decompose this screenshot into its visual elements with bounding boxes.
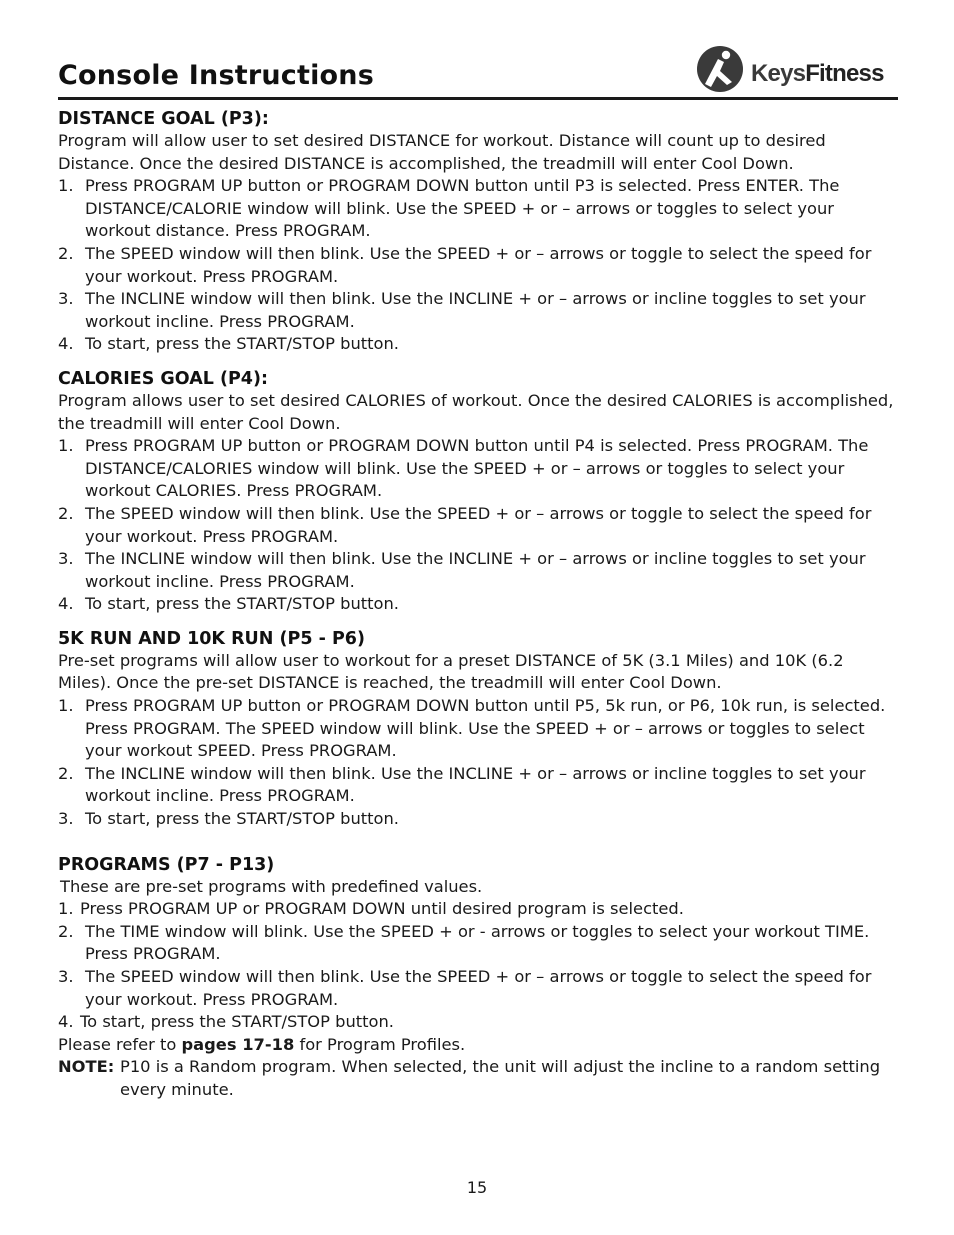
step-number: 2. <box>58 763 74 783</box>
list-item <box>58 175 900 243</box>
list-item <box>58 966 900 1011</box>
step-text: Press PROGRAM UP or PROGRAM DOWN until desired program is selected. <box>80 899 684 919</box>
step-text: The SPEED window will then blink. Use the SPEED + or – arrows or toggle to select the speed for your workout. Press PROGRAM. <box>85 503 872 546</box>
keys-fitness-logo <box>696 44 898 94</box>
distance-goal-heading: DISTANCE GOAL (P3): <box>58 109 269 129</box>
list-item <box>58 288 900 333</box>
run-5k-10k-heading: 5K RUN AND 10K RUN (P5 - P6) <box>58 628 365 649</box>
logo-word-fitness: Fitness <box>805 60 884 87</box>
page-header <box>58 40 898 100</box>
list-item <box>58 435 900 503</box>
page-number: 15 <box>466 1178 488 1197</box>
header-rule <box>58 97 898 100</box>
distance-goal-steps <box>58 175 900 356</box>
programs-steps <box>58 898 900 1034</box>
programs-intro: These are pre-set programs with predefined values. <box>60 876 483 896</box>
list-item <box>58 898 900 921</box>
step-number: 1. <box>58 899 74 919</box>
step-number: 3. <box>58 967 74 986</box>
calories-goal-intro: Program allows user to set desired CALORIES of workout. Once the desired CALORIES is accomplished, the treadmill will enter Cool Down. <box>58 390 894 433</box>
calories-goal-steps <box>58 435 900 616</box>
list-item <box>58 593 900 616</box>
run-5k-10k-intro: Pre-set programs will allow user to workout for a preset DISTANCE of 5K (3.1 Miles) and 10K (6.2 Miles). Once the pre-set DISTANCE is reached, the treadmill will enter Cool Down. <box>58 650 844 693</box>
list-item <box>58 1011 900 1034</box>
step-number: 2. <box>58 243 74 263</box>
step-number: 1. <box>58 436 74 456</box>
step-number: 4. <box>58 334 74 354</box>
step-text: To start, press the START/STOP button. <box>85 594 399 614</box>
list-item <box>58 921 900 966</box>
page-title: Console Instructions <box>58 60 374 91</box>
logo-wordmark <box>751 62 884 86</box>
note-text: P10 is a Random program. When selected, the unit will adjust the incline to a random setting every minute. <box>120 1057 881 1099</box>
list-item <box>58 763 900 808</box>
step-text: The INCLINE window will then blink. Use the INCLINE + or – arrows or incline toggles to set your workout incline. Press PROGRAM. <box>85 549 866 591</box>
list-item <box>58 503 900 548</box>
random-program-note <box>58 1056 900 1101</box>
list-item <box>58 548 900 593</box>
step-text: To start, press the START/STOP button. <box>85 334 399 354</box>
programs-section <box>58 854 900 1102</box>
step-number: 1. <box>58 176 74 196</box>
list-item <box>58 333 900 356</box>
logo-word-keys: Keys <box>751 60 806 87</box>
step-number: 4. <box>58 1012 74 1032</box>
step-text: The SPEED window will then blink. Use the SPEED + or – arrows or toggle to select the speed for your workout. Press PROGRAM. <box>85 243 872 286</box>
calories-goal-section <box>58 368 900 616</box>
step-text: Press PROGRAM UP button or PROGRAM DOWN button until P5, 5k run, or P6, 10k run, is selected. Press PROGRAM. The SPEED window will blink. Use the SPEED + or – arrows or toggles to select your workout SPEED. Press PROGRAM. <box>85 696 886 761</box>
step-number: 3. <box>58 289 74 309</box>
reference-suffix: for Program Profiles. <box>294 1034 466 1054</box>
run-5k-10k-steps <box>58 695 900 831</box>
reference-pages: pages 17-18 <box>181 1034 295 1054</box>
step-text: The INCLINE window will then blink. Use the INCLINE + or – arrows or incline toggles to set your workout incline. Press PROGRAM. <box>85 763 866 806</box>
step-number: 3. <box>58 549 74 569</box>
step-text: To start, press the START/STOP button. <box>80 1012 394 1032</box>
list-item <box>58 243 900 288</box>
distance-goal-intro: Program will allow user to set desired DISTANCE for workout. Distance will count up to desired Distance. Once the desired DISTANCE is accomplished, the treadmill will enter Cool Down. <box>58 131 826 173</box>
run-5k-10k-section <box>58 628 900 831</box>
list-item <box>58 808 900 831</box>
calories-goal-heading: CALORIES GOAL (P4): <box>58 368 268 389</box>
program-profiles-reference <box>58 1034 900 1057</box>
step-text: The INCLINE window will then blink. Use the INCLINE + or – arrows or incline toggles to set your workout incline. Press PROGRAM. <box>85 289 866 331</box>
step-number: 1. <box>58 696 74 716</box>
step-text: To start, press the START/STOP button. <box>85 809 399 829</box>
programs-heading: PROGRAMS (P7 - P13) <box>58 854 275 875</box>
note-label: NOTE: <box>58 1057 115 1077</box>
step-number: 3. <box>58 809 74 829</box>
reference-prefix: Please refer to <box>58 1034 182 1054</box>
step-text: Press PROGRAM UP button or PROGRAM DOWN button until P4 is selected. Press PROGRAM. The DISTANCE/CALORIES window will blink. Use the SPEED + or – arrows or toggles to select your workout CALORIES. Press PROGRAM. <box>85 436 869 501</box>
list-item <box>58 695 900 763</box>
step-text: Press PROGRAM UP button or PROGRAM DOWN button until P3 is selected. Press ENTER. The DISTANCE/CALORIE window will blink. Use the SPEED + or – arrows or toggles to select your workout distance. Press PROGRAM. <box>85 176 840 241</box>
distance-goal-section <box>58 108 900 356</box>
keys-fitness-runner-icon <box>696 44 744 94</box>
step-number: 2. <box>58 921 74 941</box>
step-number: 2. <box>58 503 74 523</box>
step-text: The TIME window will blink. Use the SPEED + or - arrows or toggles to select your workout TIME. Press PROGRAM. <box>85 921 870 964</box>
step-number: 4. <box>58 594 74 614</box>
step-text: The SPEED window will then blink. Use the SPEED + or – arrows or toggle to select the speed for your workout. Press PROGRAM. <box>85 967 872 1009</box>
page-content <box>58 108 900 1102</box>
